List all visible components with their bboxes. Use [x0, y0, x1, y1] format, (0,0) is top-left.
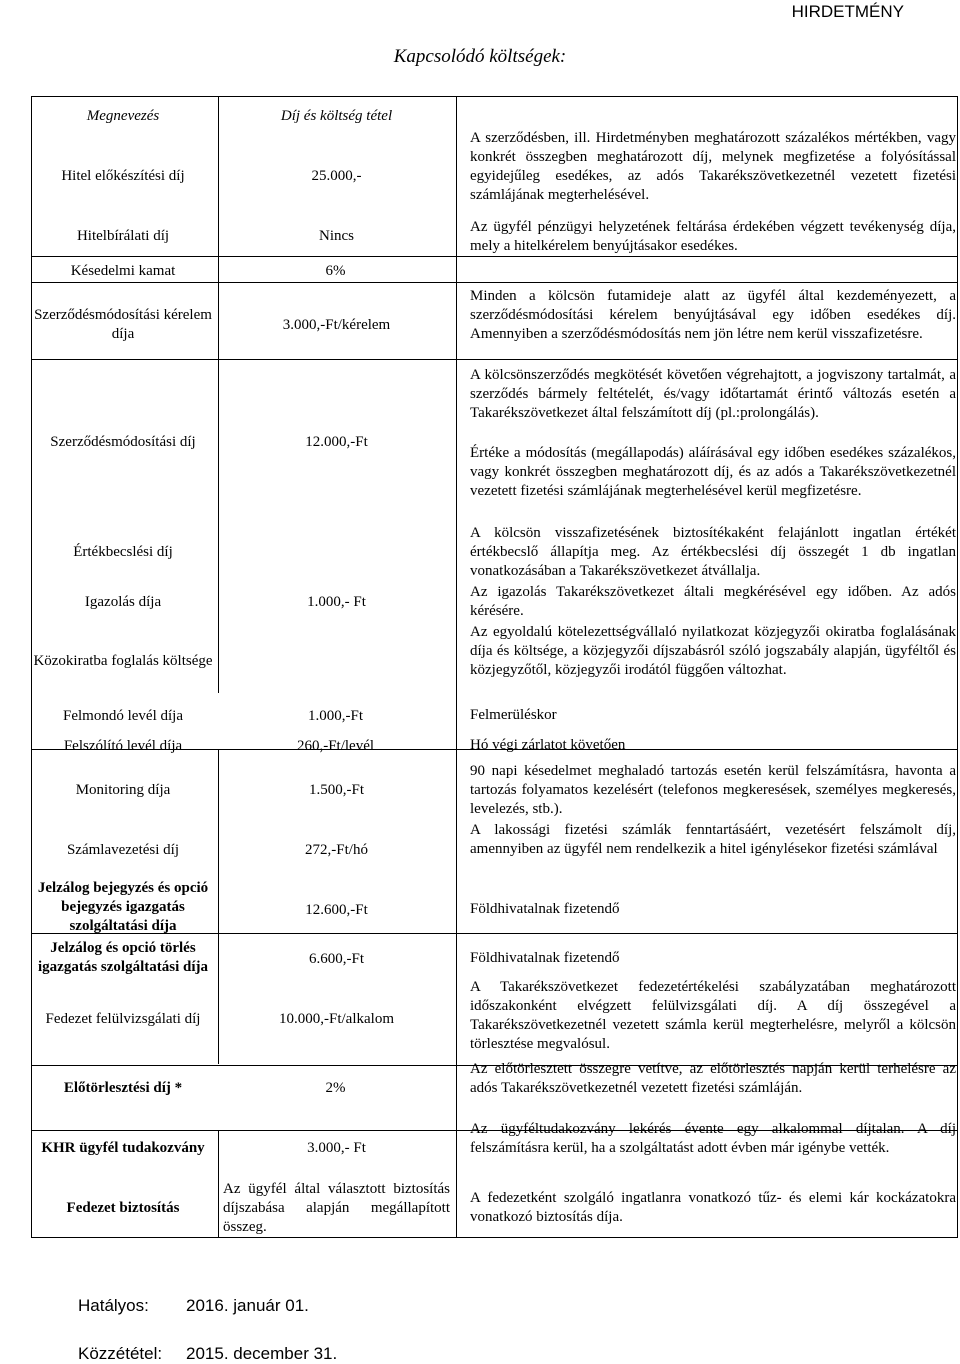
row-name-monitoring: Monitoring díja [75, 781, 171, 798]
published-date-line [78, 1344, 337, 1364]
desc-modification-a: A kölcsönszerződés megkötését követően végrehajtott, a jogviszony tartalmát, a szerződés bármely feltételét, és/vagy időtartamát érintő változás esetén a Takarékszövetkezet által felszámított díj (pl.:prolongálás). [470, 367, 956, 421]
desc-prepayment: Az előtörlesztett összegre vetítve, az előtörlesztés napján kerül terhelésre az adós Takarékszövetkezetnél vezetett fizetési számláján. [470, 1061, 956, 1096]
desc-mortgage-deletion: Földhivatalnak fizetendő [470, 950, 620, 966]
fee-table [31, 96, 958, 1238]
desc-assessment: Az ügyfél pénzügyi helyzetének feltárása érdekében végzett tevékenység díja, mely a hitelkérelem benyújtásakor esedékes. [470, 219, 956, 254]
row-name-account: Számlavezetési díj [66, 841, 180, 858]
row-name-insurance: Fedezet biztosítás [66, 1199, 180, 1216]
desc-reminder: Hó végi zárlatot követően [470, 737, 626, 753]
row-fee-collateral-review: 10.000,-Ft/alkalom [279, 1010, 394, 1027]
row-name-prepayment: Előtörlesztési díj * [63, 1079, 183, 1096]
row-fee-assessment: Nincs [319, 227, 354, 244]
row-name-assessment: Hitelbírálati díj [76, 227, 170, 244]
published-label: Közzététel: [78, 1344, 163, 1363]
desc-collateral-review: A Takarékszövetkezet fedezetértékelési szabályzatában meghatározott időszakonként elvégzett felülvizsgálati díj. A díj összegével a Takarékszövetkezetnél vezetett számla kerül megterhelésre, melyről a kölcsön törlesztése megvalósul. [470, 979, 956, 1052]
row-name-notarial: Közokiratba foglalás költsége [33, 652, 213, 669]
row-termination [31, 706, 456, 726]
desc-monitoring: 90 napi késedelmet meghaladó tartozás esetén kerül felszámításra, havonta a tartozás folyamatos kezelésért (telefonos megkeresések, személyes megkeresés, levelezés, stb.). [470, 763, 956, 817]
row-name-mortgage-registration: Jelzálog bejegyzés és opció bejegyzés igazgatás szolgáltatási díja [37, 879, 209, 934]
desc-modification-b: Értéke a módosítás (megállapodás) aláírásával egy időben esedékes százalékos, vagy konkrét összegben meghatározott díj, és az adós a Takarékszövetkezetnél vezetett fizetési számlájának megterhelésével kerül megfizetésre. [470, 445, 956, 499]
row-fee-account: 272,-Ft/hó [305, 841, 368, 858]
row-fee-prepayment: 2% [325, 1079, 346, 1096]
row-fee-late-interest: 6% [325, 262, 346, 279]
effective-date-line [78, 1296, 309, 1316]
desc-termination: Felmerüléskor [470, 707, 557, 723]
row-fee-reminder: 260,-Ft/levél [296, 737, 375, 754]
row-fee-certificate: 1.000,- Ft [307, 593, 366, 610]
effective-label: Hatályos: [78, 1296, 149, 1315]
desc-insurance: A fedezetként szolgáló ingatlanra vonatkozó tűz- és elemi kár kockázatokra vonatkozó biztosítás díja. [470, 1190, 956, 1225]
row-name-khr: KHR ügyfél tudakozvány [41, 1139, 205, 1156]
row-fee-mortgage-registration: 12.600,-Ft [305, 901, 368, 918]
row-fee-insurance: Az ügyfél által választott biztosítás díjszabása alapján megállapított összeg. [223, 1180, 450, 1235]
row-fee-monitoring: 1.500,-Ft [308, 781, 364, 798]
row-name-reminder: Felszólító levél díja [63, 737, 183, 754]
row-fee-termination: 1.000,-Ft [307, 707, 363, 724]
desc-account: A lakossági fizetési számlák fenntartásáért, vezetésért felszámolt díj, amennyiben az ügyfél nem rendelkezik a hitel igénylésekor fizetési számlával [470, 822, 956, 857]
row-reminder [31, 736, 456, 756]
column-header-fee: Díj és költség tétel [280, 107, 393, 124]
desc-valuation: A kölcsön visszafizetésének biztosítékaként felajánlott ingatlan értékét értékbecslő állapítja meg. Az értékbecslési díj összegét 1 db ingatlan vonatkozásában a Takarékszövetkezet átvállalja. [470, 525, 956, 579]
column-header-name: Megnevezés [86, 107, 160, 124]
row-name-preparation: Hitel előkészítési díj [61, 167, 185, 184]
published-date: 2015. december 31. [186, 1344, 338, 1363]
row-name-collateral-review: Fedezet felülvizsgálati díj [45, 1010, 201, 1027]
row-fee-modification-request: 3.000,-Ft/kérelem [282, 316, 391, 333]
desc-modification-request: Minden a kölcsön futamideje alatt az ügyfél által kezdeményezett, a szerződésmódosítási kérelem benyújtásával egy időben esedékes díj. Amennyiben a szerződésmódosítás nem jön létre nem kerül visszafizetésre. [470, 288, 956, 342]
row-name-modification-request: Szerződésmódosítási kérelem díja [34, 307, 212, 342]
row-name-termination: Felmondó levél díja [63, 707, 183, 724]
desc-preparation: A szerződésben, ill. Hirdetményben meghatározott százalékos mértékben, vagy konkrét összegben meghatározott díj, melynek megfizetése a folyósítással egyidejűleg esedékes, az adós Takarékszövetkezetnél vezetett fizetési számlájának megterhelésével. [470, 130, 956, 203]
row-name-mortgage-deletion: Jelzálog és opció törlés igazgatás szolgáltatási díja [38, 940, 208, 975]
row-name-valuation: Értékbecslési díj [73, 543, 173, 560]
desc-khr: Az ügyféltudakozvány lekérés évente egy alkalommal díjtalan. A díj felszámításra kerül, ha a szolgáltatást adott évben már igénybe vették. [470, 1121, 956, 1156]
desc-certificate: Az igazolás Takarékszövetkezet általi megkérésével egy időben. Az adós kérésére. [470, 584, 956, 619]
header-tag: HIRDETMÉNY [791, 2, 904, 21]
row-name-late-interest: Késedelmi kamat [70, 262, 176, 279]
row-fee-modification: 12.000,-Ft [305, 433, 368, 450]
row-fee-preparation: 25.000,- [311, 167, 362, 184]
desc-mortgage-registration: Földhivatalnak fizetendő [470, 901, 620, 917]
row-fee-khr: 3.000,- Ft [307, 1139, 366, 1156]
desc-notarial: Az egyoldalú kötelezettségvállaló nyilatkozat közjegyzői okiratba foglalásának díja és költsége, a közjegyzői díjszabásról szóló jogszabály alapján, ügyféltől és közjegyzőtől, közjegyzői irodától függően változhat. [470, 624, 956, 678]
row-late-interest [31, 261, 456, 281]
row-fee-mortgage-deletion: 6.600,-Ft [308, 950, 364, 967]
row-name-certificate: Igazolás díja [84, 593, 162, 610]
document-title: Kapcsolódó költségek: [393, 46, 567, 67]
row-prepayment [31, 1078, 456, 1098]
row-name-modification: Szerződésmódosítási díj [50, 433, 196, 450]
effective-date: 2016. január 01. [186, 1296, 309, 1315]
